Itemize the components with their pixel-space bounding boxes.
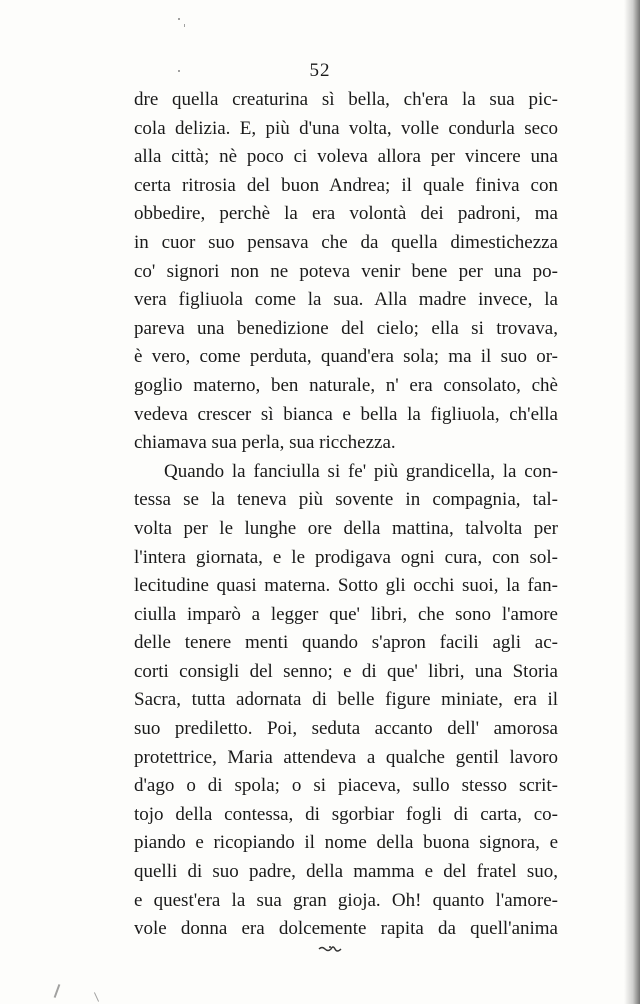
text-line: corti consigli del senno; e di que' libri, una Storia — [134, 660, 558, 682]
text-line: co' signori non ne poteva venir bene per una po- — [134, 260, 558, 282]
text-line: vera figliuola come la sua. Alla madre invece, la — [134, 289, 558, 311]
text-line: cola delizia. E, più d'una volta, volle condurla seco — [134, 117, 558, 139]
scan-speck — [184, 24, 185, 27]
text-line: dre quella creaturina sì bella, ch'era la sua pic- — [134, 89, 558, 110]
text-line: protettrice, Maria attendeva a qualche gentil lavoro — [134, 746, 558, 768]
scan-speck — [94, 992, 99, 1001]
paragraph-start-line: Quando la fanciulla si fe' più grandicella, la con- — [164, 460, 558, 482]
text-line: l'intera giornata, e le prodigava ogni cura, con sol- — [134, 546, 558, 568]
text-line: d'ago o di spola; o si piaceva, sullo stesso scrit- — [134, 775, 558, 797]
scan-speck — [54, 984, 61, 998]
text-line: suo prediletto. Poi, seduta accanto dell' amorosa — [134, 718, 558, 740]
text-line: tessa se la teneva più sovente in compagnia, tal- — [134, 489, 558, 511]
text-line: delle tenere menti quando s'apron facili agli ac- — [134, 632, 558, 654]
text-line: quelli di suo padre, della mamma e del fratel suo, — [134, 861, 558, 883]
text-line: vole donna era dolcemente rapita da quell'anima — [134, 918, 558, 940]
text-line: Sacra, tutta adornata di belle figure miniate, era il — [134, 689, 558, 711]
text-line: volta per le lunghe ore della mattina, talvolta per — [134, 517, 558, 539]
page-number: 52 — [309, 60, 331, 81]
text-line: è vero, come perduta, quand'era sola; ma il suo or- — [134, 346, 558, 368]
text-line: pareva una benedizione del cielo; ella si trovava, — [134, 317, 558, 339]
text-line: alla città; nè poco ci voleva allora per vincere una — [134, 146, 558, 168]
printer-ornament-icon — [318, 944, 342, 952]
text-line: vedeva crescer sì bianca e bella la figliuola, ch'ella — [134, 403, 558, 425]
body-text — [134, 86, 558, 944]
text-line: e quest'era la sua gran gioja. Oh! quanto l'amore- — [134, 889, 558, 911]
text-line: piando e ricopiando il nome della buona signora, e — [134, 832, 558, 854]
text-line: certa ritrosia del buon Andrea; il quale finiva con — [134, 174, 558, 196]
text-line: tojo della contessa, di sgorbiar fogli di carta, co- — [134, 803, 558, 825]
text-line: obbedire, perchè la era volontà dei padroni, ma — [134, 203, 558, 225]
scan-speck — [178, 18, 180, 20]
text-line: goglio materno, ben naturale, n' era consolato, chè — [134, 374, 558, 396]
page-edge-shadow — [624, 0, 640, 1004]
text-line: chiamava sua perla, sua ricchezza. — [134, 432, 396, 454]
text-line: ciulla imparò a legger que' libri, che sono l'amore — [134, 603, 558, 625]
text-line: lecitudine quasi materna. Sotto gli occhi suoi, la fan- — [134, 575, 558, 597]
text-line: in cuor suo pensava che da quella dimestichezza — [134, 231, 558, 253]
